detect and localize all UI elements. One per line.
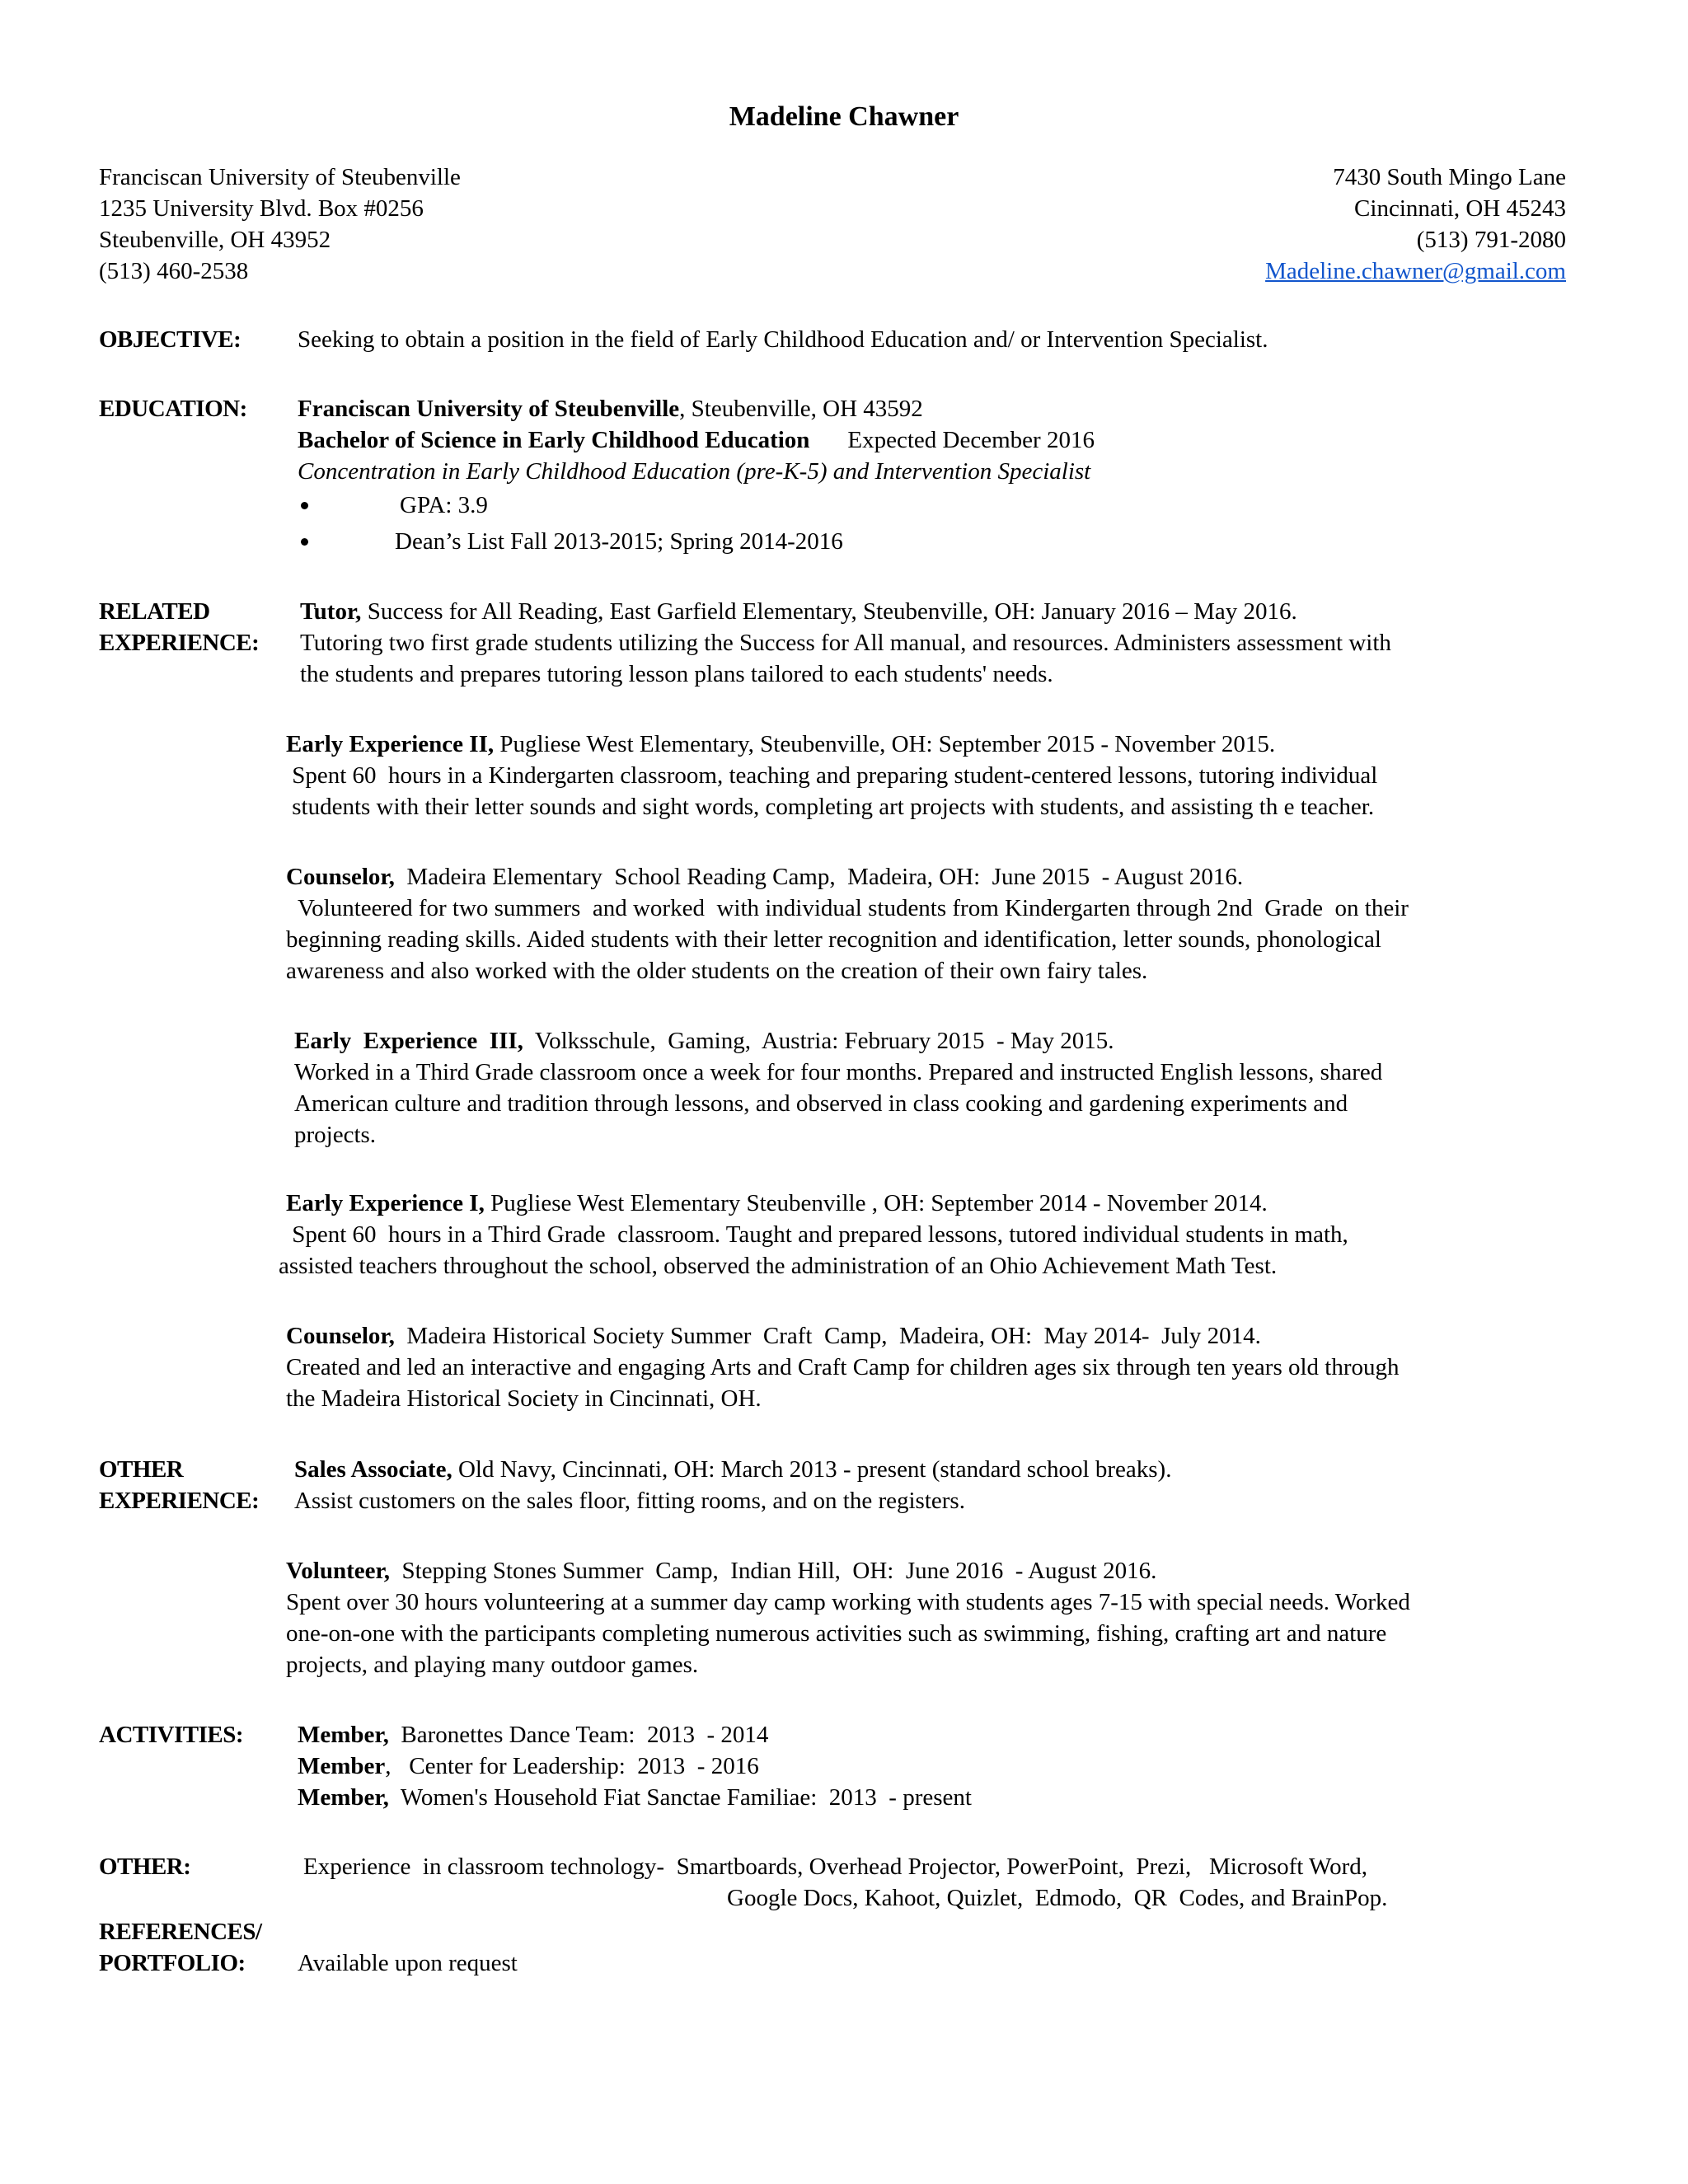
references-text: Available upon request xyxy=(298,1950,518,1976)
activities-label: ACTIVITIES: xyxy=(99,1722,243,1748)
entry-head: Madeira Historical Society Summer Craft Camp, Madeira, OH: May 2014- July 2014. xyxy=(394,1323,1261,1349)
references-label: REFERENCES/ PORTFOLIO: xyxy=(99,1919,262,1976)
entry-title: Tutor, xyxy=(300,598,362,625)
list-item: GPA: 3.9 xyxy=(298,487,1095,523)
experience-entry: Volunteer, Stepping Stones Summer Camp, Indian Hill, OH: June 2016 - August 2016. Spent over 30 hours volunteering at a summer day camp working with students ages 7-15 with special needs. Worked one-on-one with the participants completing numerous activities such as swimming, fishing, crafting art and nature projects, and playing many outdoor games. xyxy=(286,1558,1410,1678)
entry-head: Success for All Reading, East Garfield Elementary, Steubenville, OH: January 2016 – May 2016. xyxy=(361,598,1297,625)
home-phone: (513) 791-2080 xyxy=(1416,227,1566,253)
list-item: Member, Center for Leadership: 2013 - 2016 xyxy=(298,1753,759,1779)
school-title: Franciscan University of Steubenville xyxy=(298,396,680,422)
school-name: Franciscan University of Steubenville xyxy=(99,164,461,190)
entry-head: Pugliese West Elementary, Steubenville, OH: September 2015 - November 2015. xyxy=(494,731,1276,757)
experience-entry: Early Experience I, Pugliese West Elementary Steubenville , OH: September 2014 - November 2014. Spent 60 hours in a Third Grade classroom. Taught and prepared lessons, tutored individual students in math, assisted teachers throughout the school, observed the administration of an Ohio Achievement Math Test. xyxy=(279,1190,1348,1279)
degree-expected: Expected December 2016 xyxy=(847,427,1095,453)
school-street: 1235 University Blvd. Box #0256 xyxy=(99,195,424,222)
experience-entry: Early Experience II, Pugliese West Elementary, Steubenville, OH: September 2015 - November 2015. Spent 60 hours in a Kindergarten classroom, teaching and preparing student-centered lessons, tutoring individual students with their letter sounds and sight words, completing art projects with students, and assisting th e teacher. xyxy=(286,731,1378,820)
other-label: OTHER: xyxy=(99,1854,191,1880)
entry-head: Volksschule, Gaming, Austria: February 2015 - May 2015. xyxy=(523,1028,1114,1054)
school-location: , Steubenville, OH 43592 xyxy=(679,396,923,422)
entry-title: Early Experience I, xyxy=(286,1190,485,1216)
education-label: EDUCATION: xyxy=(99,396,247,422)
entry-title: Early Experience III, xyxy=(294,1028,523,1054)
entry-head: Stepping Stones Summer Camp, Indian Hill, OH: June 2016 - August 2016. xyxy=(389,1558,1157,1584)
objective-label: OBJECTIVE: xyxy=(99,326,241,353)
email-link[interactable]: Madeline.chawner@gmail.com xyxy=(1265,258,1566,284)
list-item: Member, Women's Household Fiat Sanctae Familiae: 2013 - present xyxy=(298,1784,972,1811)
home-address xyxy=(1265,162,1566,287)
other-line-2: Google Docs, Kahoot, Quizlet, Edmodo, QR Codes, and BrainPop. xyxy=(727,1885,1388,1911)
list-item: Member, Baronettes Dance Team: 2013 - 2014 xyxy=(298,1722,769,1748)
entry-title: Counselor, xyxy=(286,864,395,890)
list-item: Dean’s List Fall 2013-2015; Spring 2014-2016 xyxy=(298,523,1095,560)
bullet-icon xyxy=(301,502,308,509)
entry-title: Early Experience II, xyxy=(286,731,495,757)
entry-head: Madeira Elementary School Reading Camp, Madeira, OH: June 2015 - August 2016. xyxy=(394,864,1244,890)
experience-entry: Sales Associate, Old Navy, Cincinnati, OH: March 2013 - present (standard school breaks). Assist customers on the sales floor, fitting rooms, and on the registers. xyxy=(294,1456,1172,1514)
objective-text: Seeking to obtain a position in the field of Early Childhood Education and/ or Intervention Specialist. xyxy=(298,326,1268,353)
entry-title: Counselor, xyxy=(286,1323,395,1349)
activities-list xyxy=(298,1719,972,1813)
degree-title: Bachelor of Science in Early Childhood Education xyxy=(298,427,810,453)
other-line-1: Experience in classroom technology- Smartboards, Overhead Projector, PowerPoint, Prezi, Microsoft Word, xyxy=(303,1854,1367,1880)
entry-head: Old Navy, Cincinnati, OH: March 2013 - present (standard school breaks). xyxy=(452,1456,1172,1483)
school-address xyxy=(99,162,461,287)
school-city: Steubenville, OH 43952 xyxy=(99,227,331,253)
entry-title: Volunteer, xyxy=(286,1558,390,1584)
experience-entry: Tutor, Success for All Reading, East Garfield Elementary, Steubenville, OH: January 2016 – May 2016. Tutoring two first grade students utilizing the Success for All manual, and resources. Administers assessment with the students and prepares tutoring lesson plans tailored to each students' needs. xyxy=(300,598,1391,687)
bullet-icon xyxy=(301,538,308,546)
school-phone: (513) 460-2538 xyxy=(99,258,249,284)
entry-head: Pugliese West Elementary Steubenville , OH: September 2014 - November 2014. xyxy=(484,1190,1268,1216)
education-section xyxy=(298,393,1095,560)
experience-entry: Counselor, Madeira Historical Society Summer Craft Camp, Madeira, OH: May 2014- July 2014. Created and led an interactive and engaging Arts and Craft Camp for children ages six through ten years old through the Madeira Historical Society in Cincinnati, OH. xyxy=(286,1323,1400,1412)
experience-entry: Counselor, Madeira Elementary School Reading Camp, Madeira, OH: June 2015 - August 2016. Volunteered for two summers and worked with individual students from Kindergarten through 2nd Grade on their beginning reading skills. Aided students with their letter recognition and identification, letter sounds, phonological awareness and also worked with the older students on the creation of their own fairy tales. xyxy=(286,864,1409,984)
concentration: Concentration in Early Childhood Education (pre-K-5) and Intervention Specialist xyxy=(298,458,1091,485)
experience-entry: Early Experience III, Volksschule, Gaming, Austria: February 2015 - May 2015. Worked in a Third Grade classroom once a week for four months. Prepared and instructed English lessons, shared American culture and tradition through lessons, and observed in class cooking and gardening experiments and projects. xyxy=(294,1028,1383,1148)
resume-name: Madeline Chawner xyxy=(729,101,959,132)
entry-title: Sales Associate, xyxy=(294,1456,452,1483)
home-city: Cincinnati, OH 45243 xyxy=(1354,195,1566,222)
home-street: 7430 South Mingo Lane xyxy=(1333,164,1566,190)
other-experience-label: OTHER EXPERIENCE: xyxy=(99,1456,260,1514)
related-label: RELATED EXPERIENCE: xyxy=(99,598,260,656)
